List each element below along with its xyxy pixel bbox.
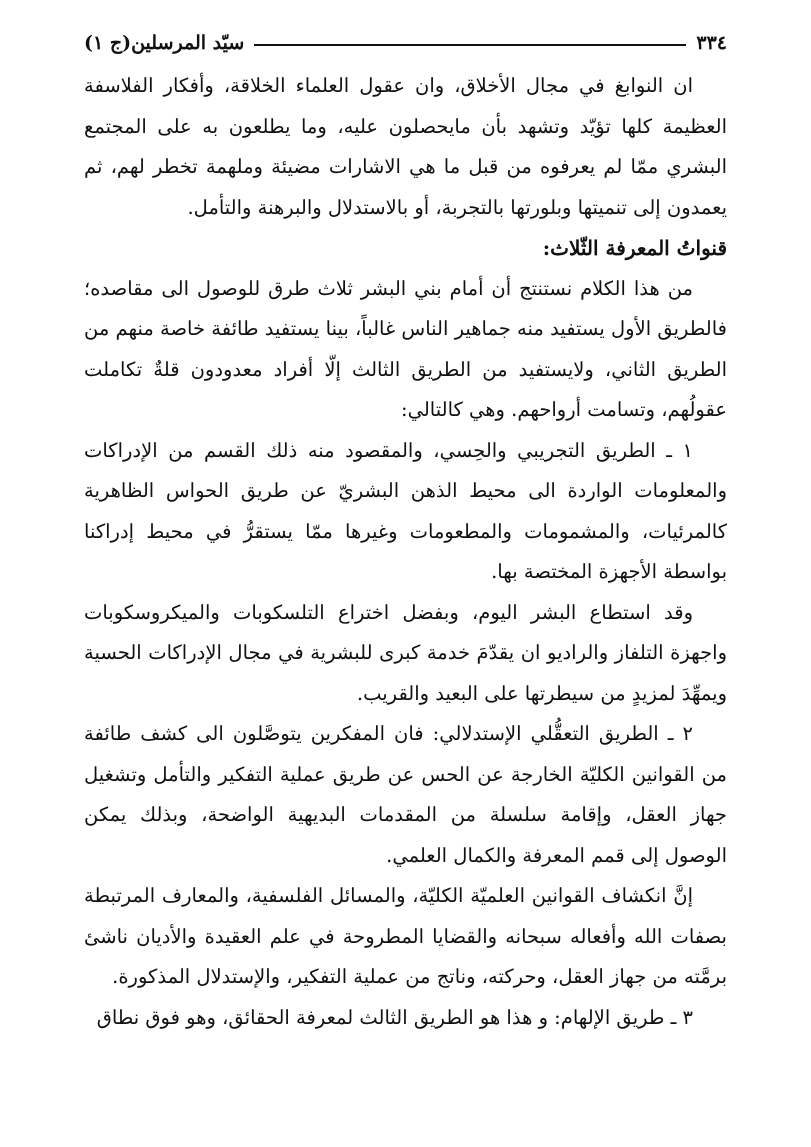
paragraph-intro: ان النوابغ في مجال الأخلاق، وان عقول العلماء الخلاقة، وأفكار الفلاسفة العظيمة كلها تؤيّد وتشهد بأن مايحصلون عليه، وما يطلعون به على المجتمع البشري ممّا لم يعرفوه من قبل ما هي الاشارات مضيئة وملهمة تخطر لهم، ثم يعمدون إلى تنميتها وبلورتها بالتجربة، أو بالاستدلال والبرهنة والتأمل.	[84, 74, 727, 219]
paragraph-instruments: وقد استطاع البشر اليوم، وبفضل اختراع التلسكوبات والميكروسكوبات واجهزة التلفاز والراديو ان يقدّمَ خدمة كبرى للبشرية في مجال الإدراكات الحسية ويمهِّدَ لمزيدٍ من سيطرتها على البعيد والقريب.	[84, 600, 727, 705]
paragraph-path-three: ٣ ـ طريق الإلهام: و هذا هو الطريق الثالث لمعرفة الحقائق، وهو فوق نطاق	[96, 1005, 693, 1029]
paragraph-path-two: ٢ ـ الطريق التعقُّلي الإستدلالي: فان المفكرين يتوصَّلون الى كشف طائفة من القوانين الكليّة الخارجة عن الحس عن طريق عملية التفكير والتأمل وتشغيل جهاز العقل، وإقامة سلسلة من المقدمات البديهية الواضحة، وبذلك يمكن الوصول إلى قمم المعرفة والكمال العلمي.	[84, 722, 727, 867]
paragraph-three-paths: من هذا الكلام نستنتج أن أمام بني البشر ثلاث طرق للوصول الى مقاصده؛ فالطريق الأول يستفيد منه جماهير الناس غالباً، بينا يستفيد طائفة خاصة منهم من الطريق الثاني، ولايستفيد من الطريق الثالث إلّا أفراد معدودون قلةٌ تكاملت عقولُهم، وتسامت أرواحهم. وهي كالتالي:	[84, 276, 727, 421]
paragraph-laws: إنَّ انكشاف القوانين العلميّة الكليّة، والمسائل الفلسفية، والمعارف المرتبطة بصفات الله وأفعاله سبحانه والقضايا المطروحة في علم العقيدة والأديان ناشئ برمَّته من جهاز العقل، وحركته، وناتج من عملية التفكير، والإستدلال المذكورة.	[84, 884, 727, 988]
page-body	[84, 66, 727, 1117]
section-heading: قنواتُ المعرفة الثّلاث:	[542, 236, 727, 260]
header-rule	[254, 44, 686, 46]
paragraph-path-one: ١ ـ الطريق التجريبي والحِسي، والمقصود منه ذلك القسم من الإدراكات والمعلومات الواردة الى محيط الذهن البشريّ عن طريق الحواس الظاهرية كالمرئيات، والمشمومات والمطعومات وغيرها ممّا يستقرُّ في محيط إدراكنا بواسطة الأجهزة المختصة بها.	[84, 438, 727, 583]
running-title: سيّد المرسلين(ج ١)	[84, 32, 245, 54]
page-number: ٣٣٤	[696, 32, 727, 54]
page-header	[84, 26, 727, 60]
